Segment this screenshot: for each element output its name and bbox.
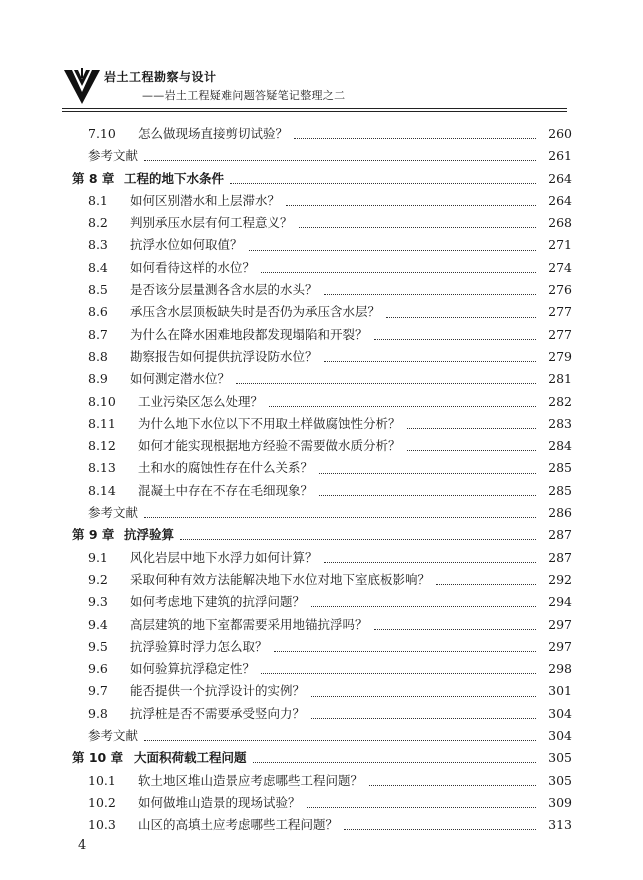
toc-entry-number: 9.5 xyxy=(88,638,108,654)
toc-entry-page: 260 xyxy=(548,126,572,141)
leader-dots xyxy=(249,249,536,251)
toc-entry-title: 工业污染区怎么处理？ xyxy=(138,393,264,409)
leader-dots xyxy=(324,293,536,295)
toc-entry-title: 如何区别潜水和上层滞水？ xyxy=(130,192,281,208)
table-of-contents xyxy=(72,124,572,838)
toc-entry-title: 如何做堆山造景的现场试验？ xyxy=(138,794,301,810)
toc-section-row xyxy=(72,592,572,614)
toc-entry-page: 284 xyxy=(548,438,572,454)
toc-entry-title: 高层建筑的地下室都需要采用地锚抗浮吗？ xyxy=(130,616,368,632)
toc-entry-page: 285 xyxy=(548,482,572,498)
toc-section-row xyxy=(72,235,572,257)
toc-entry-title: 风化岩层中地下水浮力如何计算？ xyxy=(130,549,318,565)
toc-entry-title: 抗浮水位如何取值？ xyxy=(130,237,243,253)
leader-dots xyxy=(319,494,536,496)
leader-dots xyxy=(286,204,536,206)
toc-entry-page: 301 xyxy=(548,683,572,699)
leader-dots xyxy=(299,226,536,228)
toc-entry-page: 286 xyxy=(548,505,572,521)
toc-entry-page: 281 xyxy=(548,371,572,387)
toc-references-row xyxy=(72,146,572,168)
toc-chapter-row xyxy=(72,748,572,770)
toc-entry-title: 抗浮验算 xyxy=(124,527,175,543)
toc-entry-title: 怎么做现场直接剪切试验？ xyxy=(138,126,289,141)
toc-section-row xyxy=(72,392,572,414)
toc-entry-title: 如何看待这样的水位？ xyxy=(130,259,256,275)
toc-entry-number: 8.13 xyxy=(88,460,116,476)
toc-entry-page: 264 xyxy=(548,192,572,208)
leader-dots xyxy=(236,382,536,384)
toc-entry-title: 判别承压水层有何工程意义？ xyxy=(130,215,293,231)
toc-entry-number: 8.1 xyxy=(88,192,108,208)
toc-entry-title: 抗浮验算时浮力怎么取？ xyxy=(130,638,268,654)
toc-entry-number: 9.2 xyxy=(88,571,108,587)
toc-entry-page: 287 xyxy=(548,549,572,565)
toc-section-row xyxy=(72,369,572,391)
toc-entry-page: 282 xyxy=(548,393,572,409)
toc-entry-number: 8.7 xyxy=(88,326,108,342)
toc-section-row xyxy=(72,191,572,213)
leader-dots xyxy=(180,538,536,540)
toc-entry-page: 287 xyxy=(548,527,572,543)
leader-dots xyxy=(324,360,536,362)
toc-entry-number: 9.1 xyxy=(88,549,108,565)
toc-entry-page: 305 xyxy=(548,772,572,788)
toc-entry-title: 参考文献 xyxy=(88,505,139,521)
toc-entry-number: 9.6 xyxy=(88,661,108,677)
toc-section-row xyxy=(72,815,572,837)
toc-section-row xyxy=(72,258,572,280)
toc-entry-title: 如何测定潜水位？ xyxy=(130,371,231,387)
toc-entry-title: 参考文献 xyxy=(88,728,139,744)
toc-entry-number: 9.3 xyxy=(88,594,108,610)
toc-entry-number: 10.2 xyxy=(88,794,116,810)
toc-section-row xyxy=(72,347,572,369)
toc-entry-number: 8.14 xyxy=(88,482,116,498)
toc-section-row xyxy=(72,481,572,503)
toc-entry-page: 268 xyxy=(548,215,572,231)
toc-section-row xyxy=(72,414,572,436)
toc-entry-title: 能否提供一个抗浮设计的实例？ xyxy=(130,683,306,699)
toc-entry-number: 9.4 xyxy=(88,616,108,632)
toc-entry-number: 8.4 xyxy=(88,259,108,275)
toc-entry-number: 8.11 xyxy=(88,415,116,431)
toc-section-row xyxy=(72,548,572,570)
leader-dots xyxy=(319,472,536,474)
leader-dots xyxy=(144,516,536,518)
toc-chapter-row xyxy=(72,525,572,547)
toc-entry-page: 261 xyxy=(548,148,572,164)
leader-dots xyxy=(311,605,536,607)
toc-section-row xyxy=(72,458,572,480)
toc-entry-number: 8.3 xyxy=(88,237,108,253)
leader-dots xyxy=(324,561,536,563)
toc-section-row xyxy=(72,793,572,815)
toc-entry-title: 土和水的腐蚀性存在什么关系？ xyxy=(138,460,314,476)
toc-entry-page: 304 xyxy=(548,728,572,744)
toc-entry-number: 7.10 xyxy=(88,126,116,141)
toc-section-row xyxy=(72,213,572,235)
toc-entry-title: 如何验算抗浮稳定性？ xyxy=(130,661,256,677)
toc-section-row xyxy=(72,637,572,659)
toc-entry-page: 294 xyxy=(548,594,572,610)
leader-dots xyxy=(311,717,536,719)
toc-references-row xyxy=(72,726,572,748)
leader-dots xyxy=(386,316,536,318)
toc-section-row xyxy=(72,615,572,637)
toc-entry-page: 276 xyxy=(548,282,572,298)
toc-entry-page: 277 xyxy=(548,304,572,320)
toc-entry-number: 8.2 xyxy=(88,215,108,231)
toc-entry-number: 8.12 xyxy=(88,438,116,454)
leader-dots xyxy=(253,761,536,763)
toc-entry-page: 305 xyxy=(548,750,572,766)
leader-dots xyxy=(144,159,536,161)
leader-dots xyxy=(261,271,536,273)
book-title: 岩土工程勘察与设计 xyxy=(104,70,217,84)
header-rule xyxy=(62,108,567,109)
leader-dots xyxy=(294,137,536,139)
toc-section-row xyxy=(72,771,572,793)
toc-entry-title: 如何才能实现根据地方经验不需要做水质分析？ xyxy=(138,438,401,454)
leader-dots xyxy=(311,695,536,697)
toc-entry-page: 297 xyxy=(548,616,572,632)
toc-entry-title: 工程的地下水条件 xyxy=(124,170,225,186)
toc-entry-page: 279 xyxy=(548,348,572,364)
toc-entry-title: 软土地区堆山造景应考虑哪些工程问题？ xyxy=(138,772,364,788)
toc-entry-title: 抗浮桩是否不需要承受竖向力？ xyxy=(130,705,306,721)
toc-entry-page: 271 xyxy=(548,237,572,253)
toc-section-row xyxy=(72,436,572,458)
toc-chapter-row xyxy=(72,169,572,191)
leader-dots xyxy=(374,628,536,630)
leader-dots xyxy=(374,338,536,340)
leader-dots xyxy=(261,672,536,674)
toc-entry-page: 298 xyxy=(548,661,572,677)
leader-dots xyxy=(369,784,536,786)
toc-entry-number: 第 8 章 xyxy=(72,170,115,186)
leader-dots xyxy=(407,449,536,451)
leader-dots xyxy=(407,427,536,429)
toc-entry-page: 292 xyxy=(548,571,572,587)
toc-entry-page: 283 xyxy=(548,415,572,431)
toc-references-row xyxy=(72,503,572,525)
toc-entry-title: 为什么地下水位以下不用取土样做腐蚀性分析？ xyxy=(138,415,401,431)
toc-entry-title: 参考文献 xyxy=(88,148,139,164)
toc-entry-title: 大面积荷载工程问题 xyxy=(134,750,247,766)
toc-entry-number: 8.10 xyxy=(88,393,116,409)
toc-entry-title: 如何考虑地下建筑的抗浮问题？ xyxy=(130,594,306,610)
leader-dots xyxy=(307,806,536,808)
toc-section-row xyxy=(72,124,572,146)
toc-section-row xyxy=(72,704,572,726)
toc-entry-number: 8.9 xyxy=(88,371,108,387)
leader-dots xyxy=(436,583,536,585)
leader-dots xyxy=(274,650,536,652)
toc-entry-page: 297 xyxy=(548,638,572,654)
toc-entry-number: 10.1 xyxy=(88,772,116,788)
toc-entry-number: 第 9 章 xyxy=(72,527,115,543)
toc-entry-title: 是否该分层量测各含水层的水头？ xyxy=(130,282,318,298)
toc-entry-number: 9.7 xyxy=(88,683,108,699)
toc-entry-page: 285 xyxy=(548,460,572,476)
toc-entry-page: 313 xyxy=(548,817,572,833)
leader-dots xyxy=(230,182,536,184)
toc-entry-title: 为什么在降水困难地段都发现塌陷和开裂？ xyxy=(130,326,368,342)
leader-dots xyxy=(144,739,536,741)
toc-entry-number: 8.6 xyxy=(88,304,108,320)
page-number: 4 xyxy=(78,838,87,853)
toc-entry-page: 264 xyxy=(548,170,572,186)
leader-dots xyxy=(344,828,536,830)
book-subtitle: ——岩土工程疑难问题答疑笔记整理之二 xyxy=(142,89,346,102)
toc-section-row xyxy=(72,325,572,347)
toc-entry-number: 第 10 章 xyxy=(72,750,124,766)
toc-entry-page: 304 xyxy=(548,705,572,721)
toc-section-row xyxy=(72,280,572,302)
toc-entry-title: 混凝土中存在不存在毛细现象？ xyxy=(138,482,314,498)
toc-section-row xyxy=(72,570,572,592)
toc-section-row xyxy=(72,659,572,681)
toc-entry-title: 采取何种有效方法能解决地下水位对地下室底板影响？ xyxy=(130,571,431,587)
leader-dots xyxy=(269,405,536,407)
toc-entry-page: 274 xyxy=(548,259,572,275)
toc-entry-number: 8.5 xyxy=(88,282,108,298)
toc-entry-title: 承压含水层顶板缺失时是否仍为承压含水层？ xyxy=(130,304,381,320)
toc-entry-page: 277 xyxy=(548,326,572,342)
toc-entry-page: 309 xyxy=(548,794,572,810)
toc-entry-number: 8.8 xyxy=(88,348,108,364)
book-logo-icon xyxy=(62,66,102,106)
toc-section-row xyxy=(72,302,572,324)
header-rule-secondary xyxy=(62,111,567,112)
toc-entry-title: 山区的高填土应考虑哪些工程问题？ xyxy=(138,817,339,833)
toc-entry-number: 9.8 xyxy=(88,705,108,721)
toc-section-row xyxy=(72,681,572,703)
toc-entry-title: 勘察报告如何提供抗浮设防水位？ xyxy=(130,348,318,364)
running-header xyxy=(62,64,582,114)
toc-entry-number: 10.3 xyxy=(88,817,116,833)
